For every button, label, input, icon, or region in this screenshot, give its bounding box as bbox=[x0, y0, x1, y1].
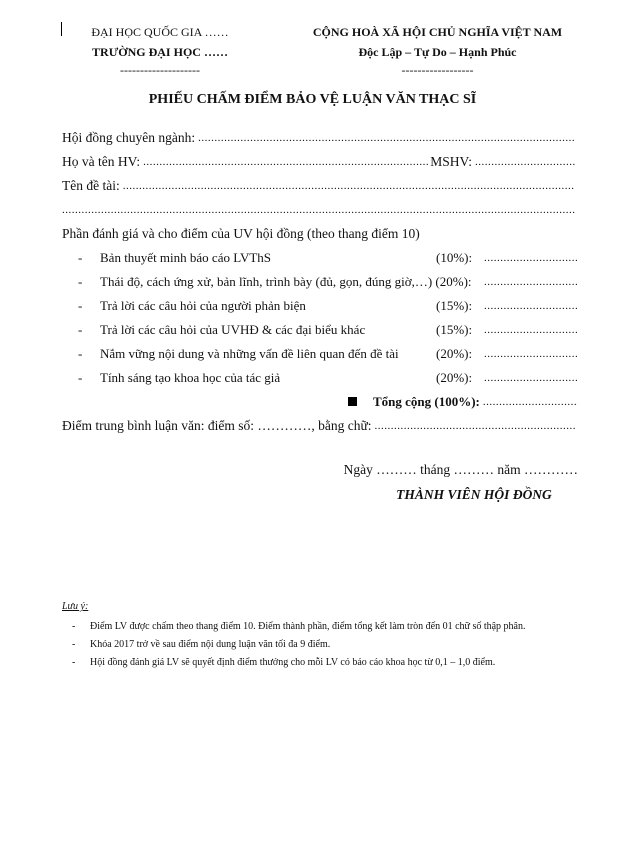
signer-title: THÀNH VIÊN HỘI ĐỒNG bbox=[396, 487, 552, 502]
criterion-row[interactable] bbox=[78, 366, 578, 386]
criterion-percent: (15%): bbox=[436, 322, 473, 337]
criterion-score-blank[interactable] bbox=[484, 275, 578, 290]
criterion-percent: (20%): bbox=[436, 370, 473, 385]
section-intro-text: Phần đánh giá và cho điểm của UV hội đồng (theo thang điểm 10) bbox=[62, 226, 420, 241]
criterion-name: Thái độ, cách ứng xử, bản lĩnh, trình bày (đủ, gọn, đúng giờ,…) (20%): bbox=[100, 274, 472, 289]
average-label: Điểm trung bình luận văn: điểm số: …………, bằng chữ: bbox=[62, 418, 372, 433]
criterion-name: Tính sáng tạo khoa học của tác giả bbox=[100, 370, 281, 385]
text-cursor bbox=[61, 22, 62, 36]
note-bullet: - bbox=[72, 639, 76, 650]
criterion-name: Trả lời các câu hỏi của UVHĐ & các đại biểu khác bbox=[100, 322, 366, 337]
criterion-score-blank[interactable] bbox=[484, 299, 578, 314]
date-line: Ngày ……… tháng ……… năm ………… bbox=[343, 462, 578, 477]
criterion-row[interactable] bbox=[78, 342, 578, 362]
total-label: Tổng cộng (100%): bbox=[373, 394, 480, 409]
total-score-blank[interactable] bbox=[483, 395, 578, 410]
criterion-score-blank[interactable] bbox=[484, 347, 578, 362]
note-item bbox=[72, 639, 592, 650]
student-id-blank[interactable] bbox=[475, 155, 575, 170]
criterion-bullet: - bbox=[78, 250, 83, 265]
motto: Độc Lập – Tự Do – Hạnh Phúc bbox=[358, 45, 517, 59]
note-bullet: - bbox=[72, 621, 76, 632]
note-text: Hội đồng đánh giá LV sẽ quyết định điểm thưởng cho mỗi LV có báo cáo khoa học từ 0,1 – 1,0 điểm. bbox=[90, 657, 496, 668]
criterion-row[interactable] bbox=[78, 270, 578, 290]
criterion-bullet: - bbox=[78, 322, 83, 337]
thesis-title-label: Tên đề tài: bbox=[62, 178, 120, 193]
criterion-row[interactable] bbox=[78, 318, 578, 338]
university-name: ĐẠI HỌC QUỐC GIA …… bbox=[91, 25, 229, 39]
section-intro bbox=[62, 222, 577, 242]
criterion-row[interactable] bbox=[78, 246, 578, 266]
student-name-blank[interactable] bbox=[143, 155, 428, 170]
criterion-bullet: - bbox=[78, 298, 83, 313]
student-row[interactable] bbox=[62, 150, 577, 170]
criterion-percent: (20%): bbox=[436, 346, 473, 361]
note-bullet: - bbox=[72, 657, 76, 668]
notes-title: Lưu ý: bbox=[62, 601, 89, 612]
thesis-title-blank-2[interactable] bbox=[62, 203, 575, 218]
country-name: CỘNG HOÀ XÃ HỘI CHỦ NGHĨA VIỆT NAM bbox=[312, 25, 563, 39]
note-item bbox=[72, 657, 592, 668]
total-row[interactable] bbox=[348, 390, 578, 410]
school-name: TRƯỜNG ĐẠI HỌC …… bbox=[92, 45, 228, 59]
criterion-score-blank[interactable] bbox=[484, 371, 578, 386]
note-item bbox=[72, 621, 592, 632]
page-title: PHIẾU CHẤM ĐIỂM BẢO VỆ LUẬN VĂN THẠC SĨ bbox=[148, 92, 477, 107]
header-left-divider: -------------------- bbox=[120, 63, 200, 77]
note-text: Khóa 2017 trở về sau điểm nội dung luận văn tối đa 9 điểm. bbox=[90, 639, 331, 650]
criterion-bullet: - bbox=[78, 370, 83, 385]
criterion-bullet: - bbox=[78, 346, 83, 361]
criterion-name: Nắm vững nội dung và những vấn đề liên quan đến đề tài bbox=[100, 346, 399, 361]
council-label: Hội đồng chuyên ngành: bbox=[62, 130, 196, 145]
student-id-label: MSHV: bbox=[430, 154, 472, 169]
criterion-score-blank[interactable] bbox=[484, 251, 578, 266]
thesis-title-field[interactable] bbox=[62, 174, 577, 194]
average-words-blank[interactable] bbox=[375, 419, 575, 434]
square-bullet-icon bbox=[348, 397, 357, 406]
note-text: Điểm LV được chấm theo thang điểm 10. Điểm thành phần, điểm tổng kết làm tròn đến 01 chữ số thập phân. bbox=[90, 621, 526, 632]
header-national bbox=[290, 22, 585, 78]
average-field[interactable] bbox=[62, 414, 577, 434]
criterion-name: Trả lời các câu hỏi của người phản biện bbox=[100, 298, 306, 313]
council-field[interactable] bbox=[62, 126, 577, 146]
header-right-divider: ------------------ bbox=[401, 63, 474, 77]
criterion-row[interactable] bbox=[78, 294, 578, 314]
council-blank[interactable] bbox=[198, 131, 575, 146]
criterion-bullet: - bbox=[78, 274, 83, 289]
criterion-percent: (10%): bbox=[436, 250, 473, 265]
criterion-percent: (15%): bbox=[436, 298, 473, 313]
header-institution bbox=[70, 22, 250, 78]
criterion-name: Bản thuyết minh báo cáo LVThS bbox=[100, 250, 272, 265]
student-name-label: Họ và tên HV: bbox=[62, 154, 141, 169]
thesis-title-blank[interactable] bbox=[123, 179, 575, 194]
thesis-title-continuation[interactable] bbox=[62, 198, 577, 218]
criterion-score-blank[interactable] bbox=[484, 323, 578, 338]
